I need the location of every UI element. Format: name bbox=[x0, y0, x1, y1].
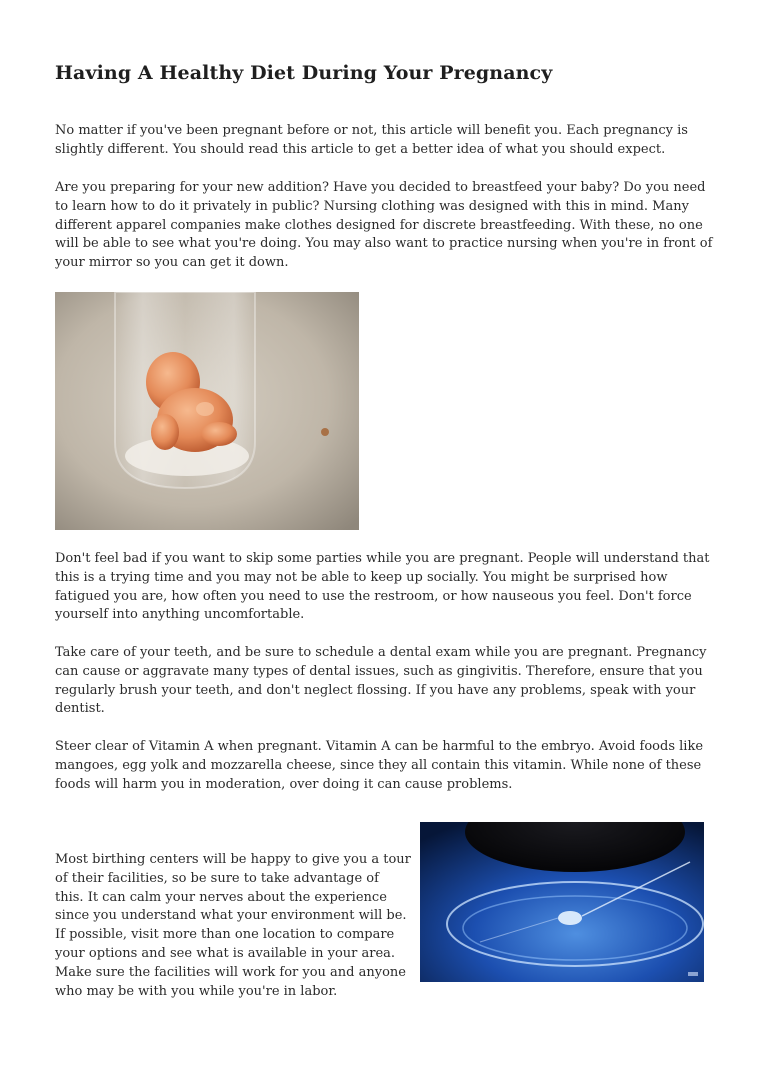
paragraph-vitamin-a: Steer clear of Vitamin A when pregnant. Vitamin A can be harmful to the embryo. Avoid foods like mangoes, egg yolk and mozzarella cheese, since they all contain this vitamin. While none of these foods will harm you in moderation, over doing it can cause problems. bbox=[55, 739, 704, 792]
paragraph-breastfeeding: Are you preparing for your new addition? Have you decided to breastfeed your baby? Do you need to learn how to do it privately in public? Nursing clothing was designed with this in mind. Many different apparel companies make clothes designed for discrete breastfeeding. With these, no one will be able to see what you're doing. You may also want to practice nursing when you're in front of your mirror so you can get it down. bbox=[55, 180, 713, 271]
paragraph-intro: No matter if you've been pregnant before or not, this article will benefit you. Each pregnancy is slightly different. You should read this article to get a better idea of what you should expect. bbox=[55, 123, 688, 157]
paragraph-birthing-centers: Most birthing centers will be happy to give you a tour of their facilities, so be sure to take advantage of this. It can calm your nerves about the experience since you understand what your environment will be. If possible, visit more than one location to compare your options and see what is available in your area. Make sure the facilities will work for you and anyone who may be with you while you're in labor. bbox=[55, 852, 411, 999]
page-title: Having A Healthy Diet During Your Pregnancy bbox=[55, 62, 553, 84]
fetus-photo bbox=[55, 292, 359, 530]
lab-petri-dish-photo bbox=[420, 822, 704, 982]
paragraph-parties: Don't feel bad if you want to skip some parties while you are pregnant. People will understand that this is a trying time and you may not be able to keep up socially. You might be surprised how fatigued you are, how often you need to use the restroom, or how nauseous you feel. Don't force yourself into anything uncomfortable. bbox=[55, 551, 710, 623]
paragraph-teeth: Take care of your teeth, and be sure to schedule a dental exam while you are pregnant. Pregnancy can cause or aggravate many types of dental issues, such as gingivitis. Therefore, ensure that you regularly brush your teeth, and don't neglect flossing. If you have any problems, speak with your dentist. bbox=[55, 645, 707, 717]
document-page bbox=[55, 60, 715, 999]
